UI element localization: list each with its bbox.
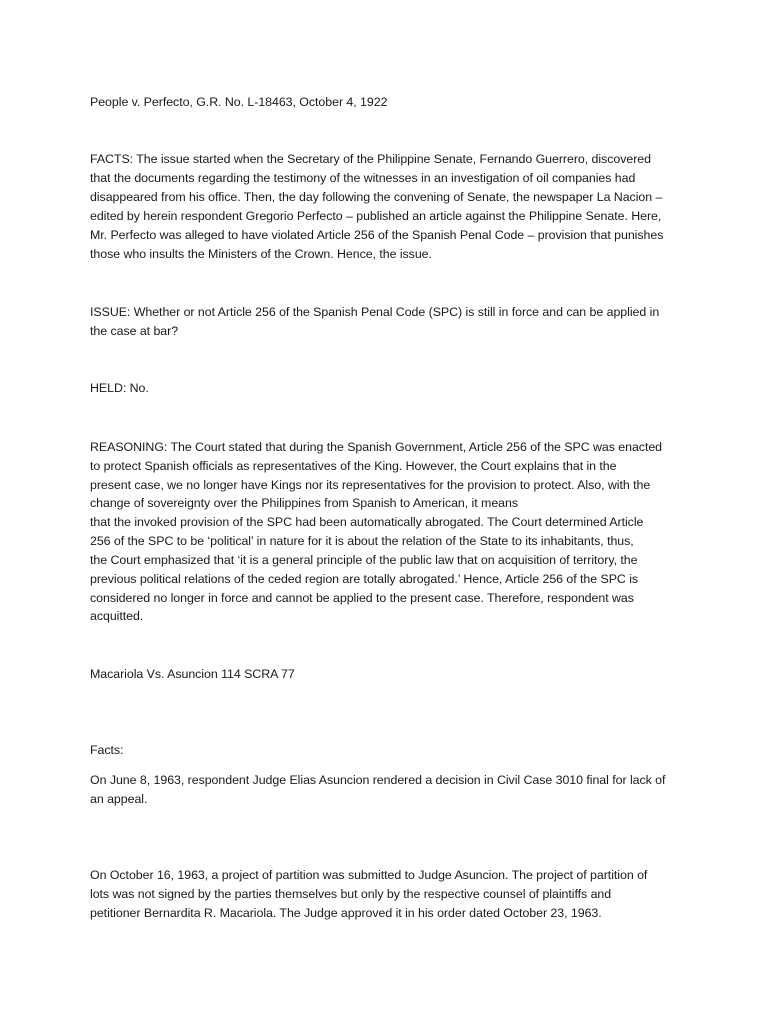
paragraph-line: lots was not signed by the parties themselves but only by the respective counsel of plaintiffs and	[90, 887, 612, 901]
paragraph-line: On October 16, 1963, a project of partition was submitted to Judge Asuncion. The project of partition of	[90, 868, 648, 882]
reasoning-line: to protect Spanish officials as representatives of the King. However, the Court explains that in the	[90, 459, 617, 473]
facts-line: those who insults the Ministers of the Crown. Hence, the issue.	[90, 247, 432, 261]
facts-line: disappeared from his office. Then, the day following the convening of Senate, the newspaper La Nacion –	[90, 190, 663, 204]
reasoning-line: that the invoked provision of the SPC had been automatically abrogated. The Court determined Article	[90, 515, 644, 529]
reasoning-line: 256 of the SPC to be ‘political’ in nature for it is about the relation of the State to its inhabitants, thus,	[90, 534, 634, 548]
reasoning-line: present case, we no longer have Kings nor its representatives for the provision to protect. Also, with the	[90, 478, 651, 492]
facts-line: edited by herein respondent Gregorio Perfecto – published an article against the Philippine Senate. Here,	[90, 209, 662, 223]
reasoning-line: considered no longer in force and cannot be applied to the present case. Therefore, respondent was	[90, 591, 634, 605]
facts-line: that the documents regarding the testimony of the witnesses in an investigation of oil companies had	[90, 171, 636, 185]
facts-line: Mr. Perfecto was alleged to have violated Article 256 of the Spanish Penal Code – provision that punishes	[90, 228, 664, 242]
paragraph-line: On June 8, 1963, respondent Judge Elias Asuncion rendered a decision in Civil Case 3010 final for lack of	[90, 773, 666, 787]
paragraph-line: an appeal.	[90, 792, 148, 806]
issue-line: the case at bar?	[90, 324, 179, 338]
case-title: People v. Perfecto, G.R. No. L-18463, October 4, 1922	[90, 95, 388, 109]
reasoning-line: acquitted.	[90, 609, 144, 623]
case-title: Macariola Vs. Asuncion 114 SCRA 77	[90, 667, 295, 681]
reasoning-line: REASONING: The Court stated that during the Spanish Government, Article 256 of the SPC was enacted	[90, 440, 663, 454]
reasoning-line: the Court emphasized that ‘it is a general principle of the public law that on acquisition of territory, the	[90, 553, 638, 567]
facts-heading: Facts:	[90, 743, 124, 757]
reasoning-line: change of sovereignty over the Philippines from Spanish to American, it means	[90, 496, 518, 510]
facts-line: FACTS: The issue started when the Secretary of the Philippine Senate, Fernando Guerrero, discovered	[90, 152, 651, 166]
paragraph-line: petitioner Bernardita R. Macariola. The Judge approved it in his order dated October 23, 1963.	[90, 906, 602, 920]
reasoning-line: previous political relations of the ceded region are totally abrogated.’ Hence, Article 256 of the SPC is	[90, 572, 639, 586]
held-line: HELD: No.	[90, 381, 149, 395]
issue-line: ISSUE: Whether or not Article 256 of the Spanish Penal Code (SPC) is still in force and can be applied in	[90, 305, 660, 319]
